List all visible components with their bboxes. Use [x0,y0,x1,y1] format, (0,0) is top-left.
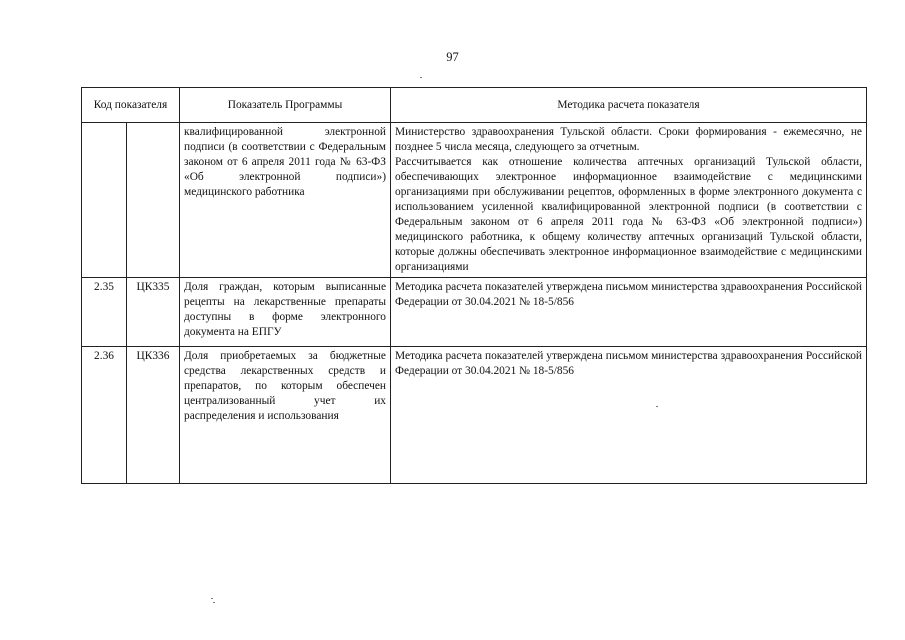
header-indicator: Показатель Программы [180,88,391,123]
row-indicator: квалифицированной электронной подписи (в соответствии с Федеральным законом от 6 апреля 2011 года № 63-ФЗ «Об электронной подписи») медицинского работника [180,123,391,278]
row-code: ЦК335 [127,278,180,347]
row-number: 2.35 [82,278,127,347]
method-paragraph: Рассчитывается как отношение количества аптечных организаций Тульской области, обеспечивающих электронное информационное взаимодействие с медицинскими организациями при обслуживании рецептов, оформленных в форме электронного документа с использованием усиленной квалифицированной электронной подписи (в соответствии с Федеральным законом от 6 апреля 2011 года № 63-ФЗ «Об электронной подписи») медицинского работника, к общему количеству аптечных организаций Тульской области, которые должны обеспечивать электронное информационное взаимодействие с медицинскими организациями [395,156,862,273]
scan-speck [213,602,215,603]
row-number: 2.36 [82,347,127,484]
method-paragraph: Министерство здравоохранения Тульской области. Сроки формирования - ежемесячно, не позднее 5 числа месяца, следующего за отчетным. [395,126,862,153]
scan-speck [211,598,213,599]
scan-speck [656,406,658,407]
row-method [391,123,867,278]
row-indicator: Доля приобретаемых за бюджетные средства лекарственных средств и препаратов, по которым обеспечен централизованный учет их распределения и использования [180,347,391,484]
row-code: ЦК336 [127,347,180,484]
row-method: Методика расчета показателей утверждена письмом министерства здравоохранения Российской Федерации от 30.04.2021 № 18-5/856 [391,347,867,484]
row-number [82,123,127,278]
table-header-row [82,88,867,123]
row-method: Методика расчета показателей утверждена письмом министерства здравоохранения Российской Федерации от 30.04.2021 № 18-5/856 [391,278,867,347]
row-code [127,123,180,278]
table-row [82,347,867,484]
header-method: Методика расчета показателя [391,88,867,123]
scan-speck [420,77,422,78]
page-number: 97 [446,50,459,64]
table-row [82,278,867,347]
row-indicator: Доля граждан, которым выписанные рецепты на лекарственные препараты доступны в форме электронного документа на ЕПГУ [180,278,391,347]
indicator-table [81,87,867,484]
header-code: Код показателя [82,88,180,123]
table-row [82,123,867,278]
